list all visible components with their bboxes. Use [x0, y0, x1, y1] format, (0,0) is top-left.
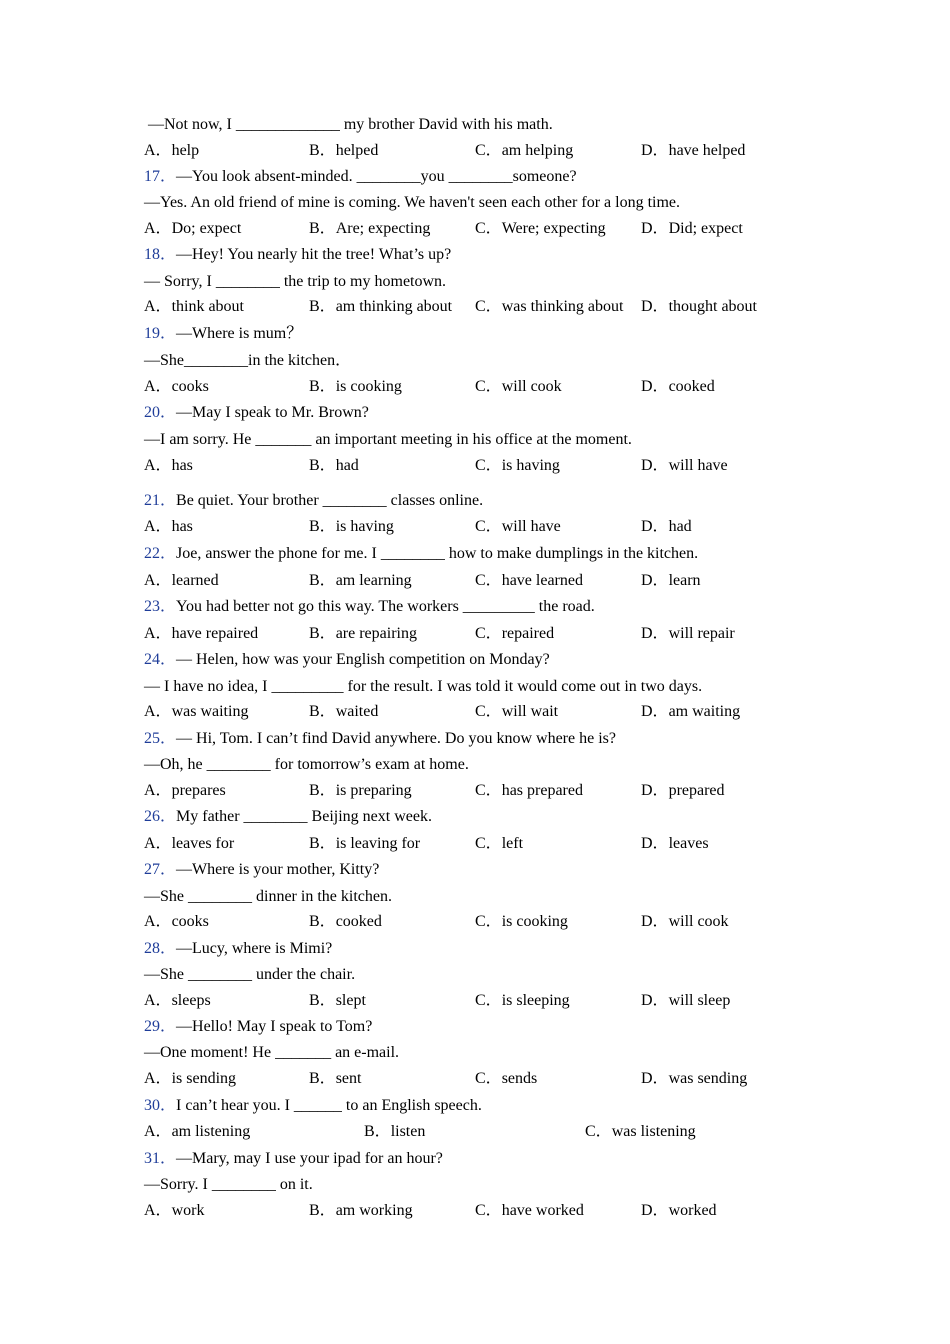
question-20-option-c[interactable]	[475, 456, 560, 476]
question-text: You had better not go this way. The workers _________ the road.	[176, 598, 595, 615]
option-letter: C．	[475, 518, 502, 535]
option-text: will cook	[501, 378, 562, 395]
option-letter: D．	[641, 572, 669, 589]
option-text: have helped	[668, 142, 746, 159]
option-letter: C．	[475, 992, 502, 1009]
question-text: —Oh, he ________ for tomorrow’s exam at home.	[144, 756, 469, 773]
option-text: Do; expect	[171, 220, 242, 237]
question-text: —You look absent-minded. ________you ________someone?	[176, 168, 577, 185]
option-text: am waiting	[668, 703, 741, 720]
option-text: helped	[335, 142, 379, 159]
option-letter: A．	[144, 457, 172, 474]
question-31-line	[144, 1175, 313, 1195]
option-text: help	[171, 142, 200, 159]
question-number: 25．	[144, 730, 177, 747]
option-text: Were; expecting	[501, 220, 606, 237]
question-text: Be quiet. Your brother ________ classes online.	[176, 492, 484, 509]
option-text: cooks	[171, 378, 209, 395]
question-28-line	[144, 965, 355, 985]
question-20-option-a[interactable]	[144, 456, 193, 476]
option-letter: D．	[641, 378, 669, 395]
option-letter: B．	[309, 142, 336, 159]
option-letter: D．	[641, 298, 669, 315]
question-17-option-d[interactable]	[641, 219, 743, 239]
option-text: was waiting	[171, 703, 249, 720]
option-text: slept	[335, 992, 366, 1009]
question-31-option-c[interactable]	[475, 1201, 584, 1221]
question-19-option-d[interactable]	[641, 377, 715, 397]
option-letter: B．	[309, 378, 336, 395]
question-text: —Yes. An old friend of mine is coming. We haven't seen each other for a long time.	[144, 194, 680, 211]
question-text: —Hello! May I speak to Tom?	[176, 1018, 373, 1035]
question-26-stem	[144, 807, 432, 827]
question-number: 18．	[144, 246, 177, 263]
option-letter: B．	[309, 625, 336, 642]
question-text: —I am sorry. He _______ an important meeting in his office at the moment.	[144, 431, 632, 448]
option-letter: B．	[309, 518, 336, 535]
option-letter: A．	[144, 913, 172, 930]
option-text: had	[335, 457, 359, 474]
option-letter: D．	[641, 1070, 669, 1087]
option-text: am thinking about	[335, 298, 453, 315]
option-letter: D．	[641, 913, 669, 930]
option-text: am working	[335, 1202, 413, 1219]
question-number: 26．	[144, 808, 177, 825]
option-text: thought about	[668, 298, 757, 315]
question-text: — Helen, how was your English competition on Monday?	[176, 651, 550, 668]
option-text: sleeps	[171, 992, 211, 1009]
option-letter: B．	[309, 1202, 336, 1219]
option-letter: D．	[641, 835, 669, 852]
option-text: work	[171, 1202, 205, 1219]
question-text: I can’t hear you. I ______ to an English speech.	[176, 1097, 482, 1114]
option-letter: B．	[309, 703, 336, 720]
question-18-stem	[144, 245, 451, 265]
question-21-option-b[interactable]	[309, 517, 394, 537]
question-17-stem	[144, 167, 577, 187]
question-29-option-c[interactable]	[475, 1069, 537, 1089]
question-30-option-b[interactable]	[364, 1122, 425, 1142]
question-21-option-d[interactable]	[641, 517, 692, 537]
option-letter: A．	[144, 572, 172, 589]
option-letter: C．	[475, 298, 502, 315]
question-text: —Hey! You nearly hit the tree! What’s up?	[176, 246, 452, 263]
question-text: —Sorry. I ________ on it.	[144, 1176, 313, 1193]
option-letter: D．	[641, 625, 669, 642]
option-letter: A．	[144, 782, 172, 799]
question-31-option-b[interactable]	[309, 1201, 413, 1221]
question-20-option-b[interactable]	[309, 456, 359, 476]
question-number: 21．	[144, 492, 177, 509]
question-30-option-a[interactable]	[144, 1122, 250, 1142]
question-18-option-c[interactable]	[475, 297, 623, 317]
question-19-option-a[interactable]	[144, 377, 209, 397]
question-31-option-a[interactable]	[144, 1201, 204, 1221]
option-letter: A．	[144, 220, 172, 237]
option-letter: A．	[144, 518, 172, 535]
question-29-line	[144, 1043, 399, 1063]
question-22-option-a[interactable]	[144, 571, 219, 591]
question-22-option-d[interactable]	[641, 571, 701, 591]
option-text: learn	[668, 572, 701, 589]
option-text: leaves	[668, 835, 709, 852]
option-text: are repairing	[335, 625, 417, 642]
question-17-line	[144, 193, 680, 213]
question-18-option-a[interactable]	[144, 297, 244, 317]
option-letter: B．	[309, 782, 336, 799]
option-letter: C．	[475, 572, 502, 589]
question-26-option-d[interactable]	[641, 834, 709, 854]
question-25-stem	[144, 729, 616, 749]
question-21-stem	[144, 491, 483, 511]
question-18-option-d[interactable]	[641, 297, 757, 317]
option-letter: D．	[641, 782, 669, 799]
option-letter: A．	[144, 1070, 172, 1087]
question-number: 27．	[144, 861, 177, 878]
question-23-option-d[interactable]	[641, 624, 735, 644]
question-27-option-c[interactable]	[475, 912, 568, 932]
option-text: have worked	[501, 1202, 584, 1219]
question-27-stem	[144, 860, 379, 880]
option-text: Did; expect	[668, 220, 743, 237]
question-20-option-d[interactable]	[641, 456, 728, 476]
option-text: has	[171, 518, 193, 535]
question-28-option-b[interactable]	[309, 991, 366, 1011]
question-31-option-d[interactable]	[641, 1201, 717, 1221]
question-text: — Hi, Tom. I can’t find David anywhere. Do you know where he is?	[176, 730, 616, 747]
question-24-stem	[144, 650, 550, 670]
option-text: worked	[668, 1202, 717, 1219]
option-letter: C．	[475, 457, 502, 474]
question-text: —Where is mum？	[176, 325, 303, 342]
question-24-option-d[interactable]	[641, 702, 740, 722]
option-text: is having	[501, 457, 560, 474]
question-number: 28．	[144, 940, 177, 957]
question-number: 23．	[144, 598, 177, 615]
question-26-option-a[interactable]	[144, 834, 234, 854]
option-text: have learned	[501, 572, 583, 589]
option-text: cooks	[171, 913, 209, 930]
question-21-option-a[interactable]	[144, 517, 193, 537]
option-letter: C．	[585, 1123, 612, 1140]
question-26-option-c[interactable]	[475, 834, 523, 854]
option-letter: B．	[364, 1123, 391, 1140]
question-27-option-b[interactable]	[309, 912, 382, 932]
option-text: think about	[171, 298, 244, 315]
question-25-option-d[interactable]	[641, 781, 725, 801]
option-text: repaired	[501, 625, 555, 642]
option-letter: D．	[641, 220, 669, 237]
option-letter: C．	[475, 142, 502, 159]
option-text: is preparing	[335, 782, 412, 799]
question-26-option-b[interactable]	[309, 834, 420, 854]
question-text: —Mary, may I use your ipad for an hour?	[176, 1150, 443, 1167]
question-16-option-b[interactable]	[309, 141, 378, 161]
option-text: will cook	[668, 913, 729, 930]
option-letter: C．	[475, 782, 502, 799]
question-23-option-c[interactable]	[475, 624, 554, 644]
option-letter: C．	[475, 913, 502, 930]
question-23-option-b[interactable]	[309, 624, 417, 644]
question-16-continuation: —Not now, I _____________ my brother David with his math.	[148, 116, 553, 133]
option-letter: A．	[144, 835, 172, 852]
option-letter: A．	[144, 703, 172, 720]
option-text: has	[171, 457, 193, 474]
question-28-option-c[interactable]	[475, 991, 570, 1011]
question-22-stem	[144, 544, 698, 564]
option-letter: C．	[475, 1070, 502, 1087]
question-31-stem	[144, 1149, 443, 1169]
option-text: is sleeping	[501, 992, 570, 1009]
option-letter: A．	[144, 1202, 172, 1219]
option-text: was listening	[611, 1123, 696, 1140]
option-text: left	[501, 835, 524, 852]
question-17-option-c[interactable]	[475, 219, 606, 239]
option-text: learned	[171, 572, 219, 589]
question-text: My father ________ Beijing next week.	[176, 808, 432, 825]
question-text: — I have no idea, I _________ for the result. I was told it would come out in two days.	[144, 678, 703, 695]
question-24-option-c[interactable]	[475, 702, 558, 722]
question-20-stem	[144, 403, 369, 423]
option-letter: C．	[475, 220, 502, 237]
option-letter: D．	[641, 992, 669, 1009]
question-text: —She ________ dinner in the kitchen.	[144, 888, 392, 905]
question-16-option-a[interactable]	[144, 141, 199, 161]
option-text: cooked	[335, 913, 382, 930]
question-text: —Lucy, where is Mimi?	[176, 940, 333, 957]
option-text: will wait	[501, 703, 559, 720]
option-letter: A．	[144, 992, 172, 1009]
option-text: sends	[501, 1070, 538, 1087]
option-letter: C．	[475, 835, 502, 852]
question-19-stem	[144, 324, 302, 344]
question-text: —She ________ under the chair.	[144, 966, 356, 983]
option-letter: D．	[641, 1202, 669, 1219]
question-25-option-a[interactable]	[144, 781, 226, 801]
option-text: was thinking about	[501, 298, 624, 315]
question-17-option-a[interactable]	[144, 219, 241, 239]
option-letter: B．	[309, 992, 336, 1009]
question-28-stem	[144, 939, 332, 959]
question-23-stem	[144, 597, 595, 617]
question-19-option-b[interactable]	[309, 377, 402, 397]
option-letter: B．	[309, 220, 336, 237]
option-text: is having	[335, 518, 394, 535]
option-text: will have	[668, 457, 728, 474]
option-letter: C．	[475, 625, 502, 642]
question-text: Joe, answer the phone for me. I ________ how to make dumplings in the kitchen.	[176, 545, 699, 562]
option-text: listen	[390, 1123, 426, 1140]
question-number: 29．	[144, 1018, 177, 1035]
question-20-line	[144, 430, 632, 450]
question-number: 20．	[144, 404, 177, 421]
question-28-option-d[interactable]	[641, 991, 730, 1011]
option-letter: A．	[144, 142, 172, 159]
option-text: cooked	[668, 378, 715, 395]
question-number: 22．	[144, 545, 177, 562]
question-text: —May I speak to Mr. Brown?	[176, 404, 369, 421]
question-29-option-d[interactable]	[641, 1069, 747, 1089]
question-number: 24．	[144, 651, 177, 668]
option-letter: A．	[144, 298, 172, 315]
question-16-option-c[interactable]	[475, 141, 573, 161]
question-24-option-a[interactable]	[144, 702, 248, 722]
question-number: 30．	[144, 1097, 177, 1114]
question-18-option-b[interactable]	[309, 297, 452, 317]
question-29-option-a[interactable]	[144, 1069, 236, 1089]
option-letter: A．	[144, 625, 172, 642]
option-text: is sending	[171, 1070, 237, 1087]
option-letter: D．	[641, 518, 669, 535]
question-number: 31．	[144, 1150, 177, 1167]
option-text: is cooking	[501, 913, 568, 930]
option-letter: C．	[475, 703, 502, 720]
option-text: had	[668, 518, 692, 535]
question-18-line	[144, 272, 446, 292]
option-letter: D．	[641, 142, 669, 159]
question-30-stem	[144, 1096, 482, 1116]
question-text: —She________in the kitchen．	[144, 352, 352, 369]
option-text: prepared	[668, 782, 725, 799]
option-letter: A．	[144, 1123, 172, 1140]
question-24-line	[144, 677, 702, 697]
option-letter: B．	[309, 572, 336, 589]
option-letter: D．	[641, 457, 669, 474]
option-text: is leaving for	[335, 835, 421, 852]
question-24-option-b[interactable]	[309, 702, 378, 722]
option-text: has prepared	[501, 782, 583, 799]
option-letter: C．	[475, 1202, 502, 1219]
question-16-option-d[interactable]	[641, 141, 745, 161]
question-17-option-b[interactable]	[309, 219, 430, 239]
question-30-option-c[interactable]	[585, 1122, 696, 1142]
option-text: will sleep	[668, 992, 731, 1009]
option-text: am learning	[335, 572, 412, 589]
question-29-stem	[144, 1017, 372, 1037]
option-text: am listening	[171, 1123, 251, 1140]
question-25-option-b[interactable]	[309, 781, 412, 801]
question-19-line	[144, 351, 351, 371]
question-29-option-b[interactable]	[309, 1069, 361, 1089]
option-text: waited	[335, 703, 379, 720]
option-text: have repaired	[171, 625, 259, 642]
option-text: prepares	[171, 782, 226, 799]
question-text: — Sorry, I ________ the trip to my hometown.	[144, 273, 447, 290]
option-letter: B．	[309, 298, 336, 315]
question-text: —Where is your mother, Kitty?	[176, 861, 380, 878]
option-text: is cooking	[335, 378, 402, 395]
question-25-option-c[interactable]	[475, 781, 583, 801]
question-21-option-c[interactable]	[475, 517, 561, 537]
question-28-option-a[interactable]	[144, 991, 211, 1011]
option-letter: B．	[309, 1070, 336, 1087]
option-text: Are; expecting	[335, 220, 431, 237]
option-text: am helping	[501, 142, 574, 159]
question-27-line	[144, 887, 392, 907]
question-23-option-a[interactable]	[144, 624, 258, 644]
question-number: 17．	[144, 168, 177, 185]
option-text: leaves for	[171, 835, 235, 852]
question-22-option-c[interactable]	[475, 571, 583, 591]
question-27-option-d[interactable]	[641, 912, 729, 932]
question-19-option-c[interactable]	[475, 377, 562, 397]
question-25-line	[144, 755, 469, 775]
question-text: —One moment! He _______ an e-mail.	[144, 1044, 400, 1061]
option-text: will have	[501, 518, 561, 535]
option-letter: B．	[309, 457, 336, 474]
option-text: sent	[335, 1070, 362, 1087]
question-22-option-b[interactable]	[309, 571, 412, 591]
option-letter: A．	[144, 378, 172, 395]
option-letter: D．	[641, 703, 669, 720]
option-text: will repair	[668, 625, 735, 642]
question-number: 19．	[144, 325, 177, 342]
option-text: was sending	[668, 1070, 748, 1087]
option-letter: B．	[309, 913, 336, 930]
option-letter: C．	[475, 378, 502, 395]
question-27-option-a[interactable]	[144, 912, 209, 932]
option-letter: B．	[309, 835, 336, 852]
